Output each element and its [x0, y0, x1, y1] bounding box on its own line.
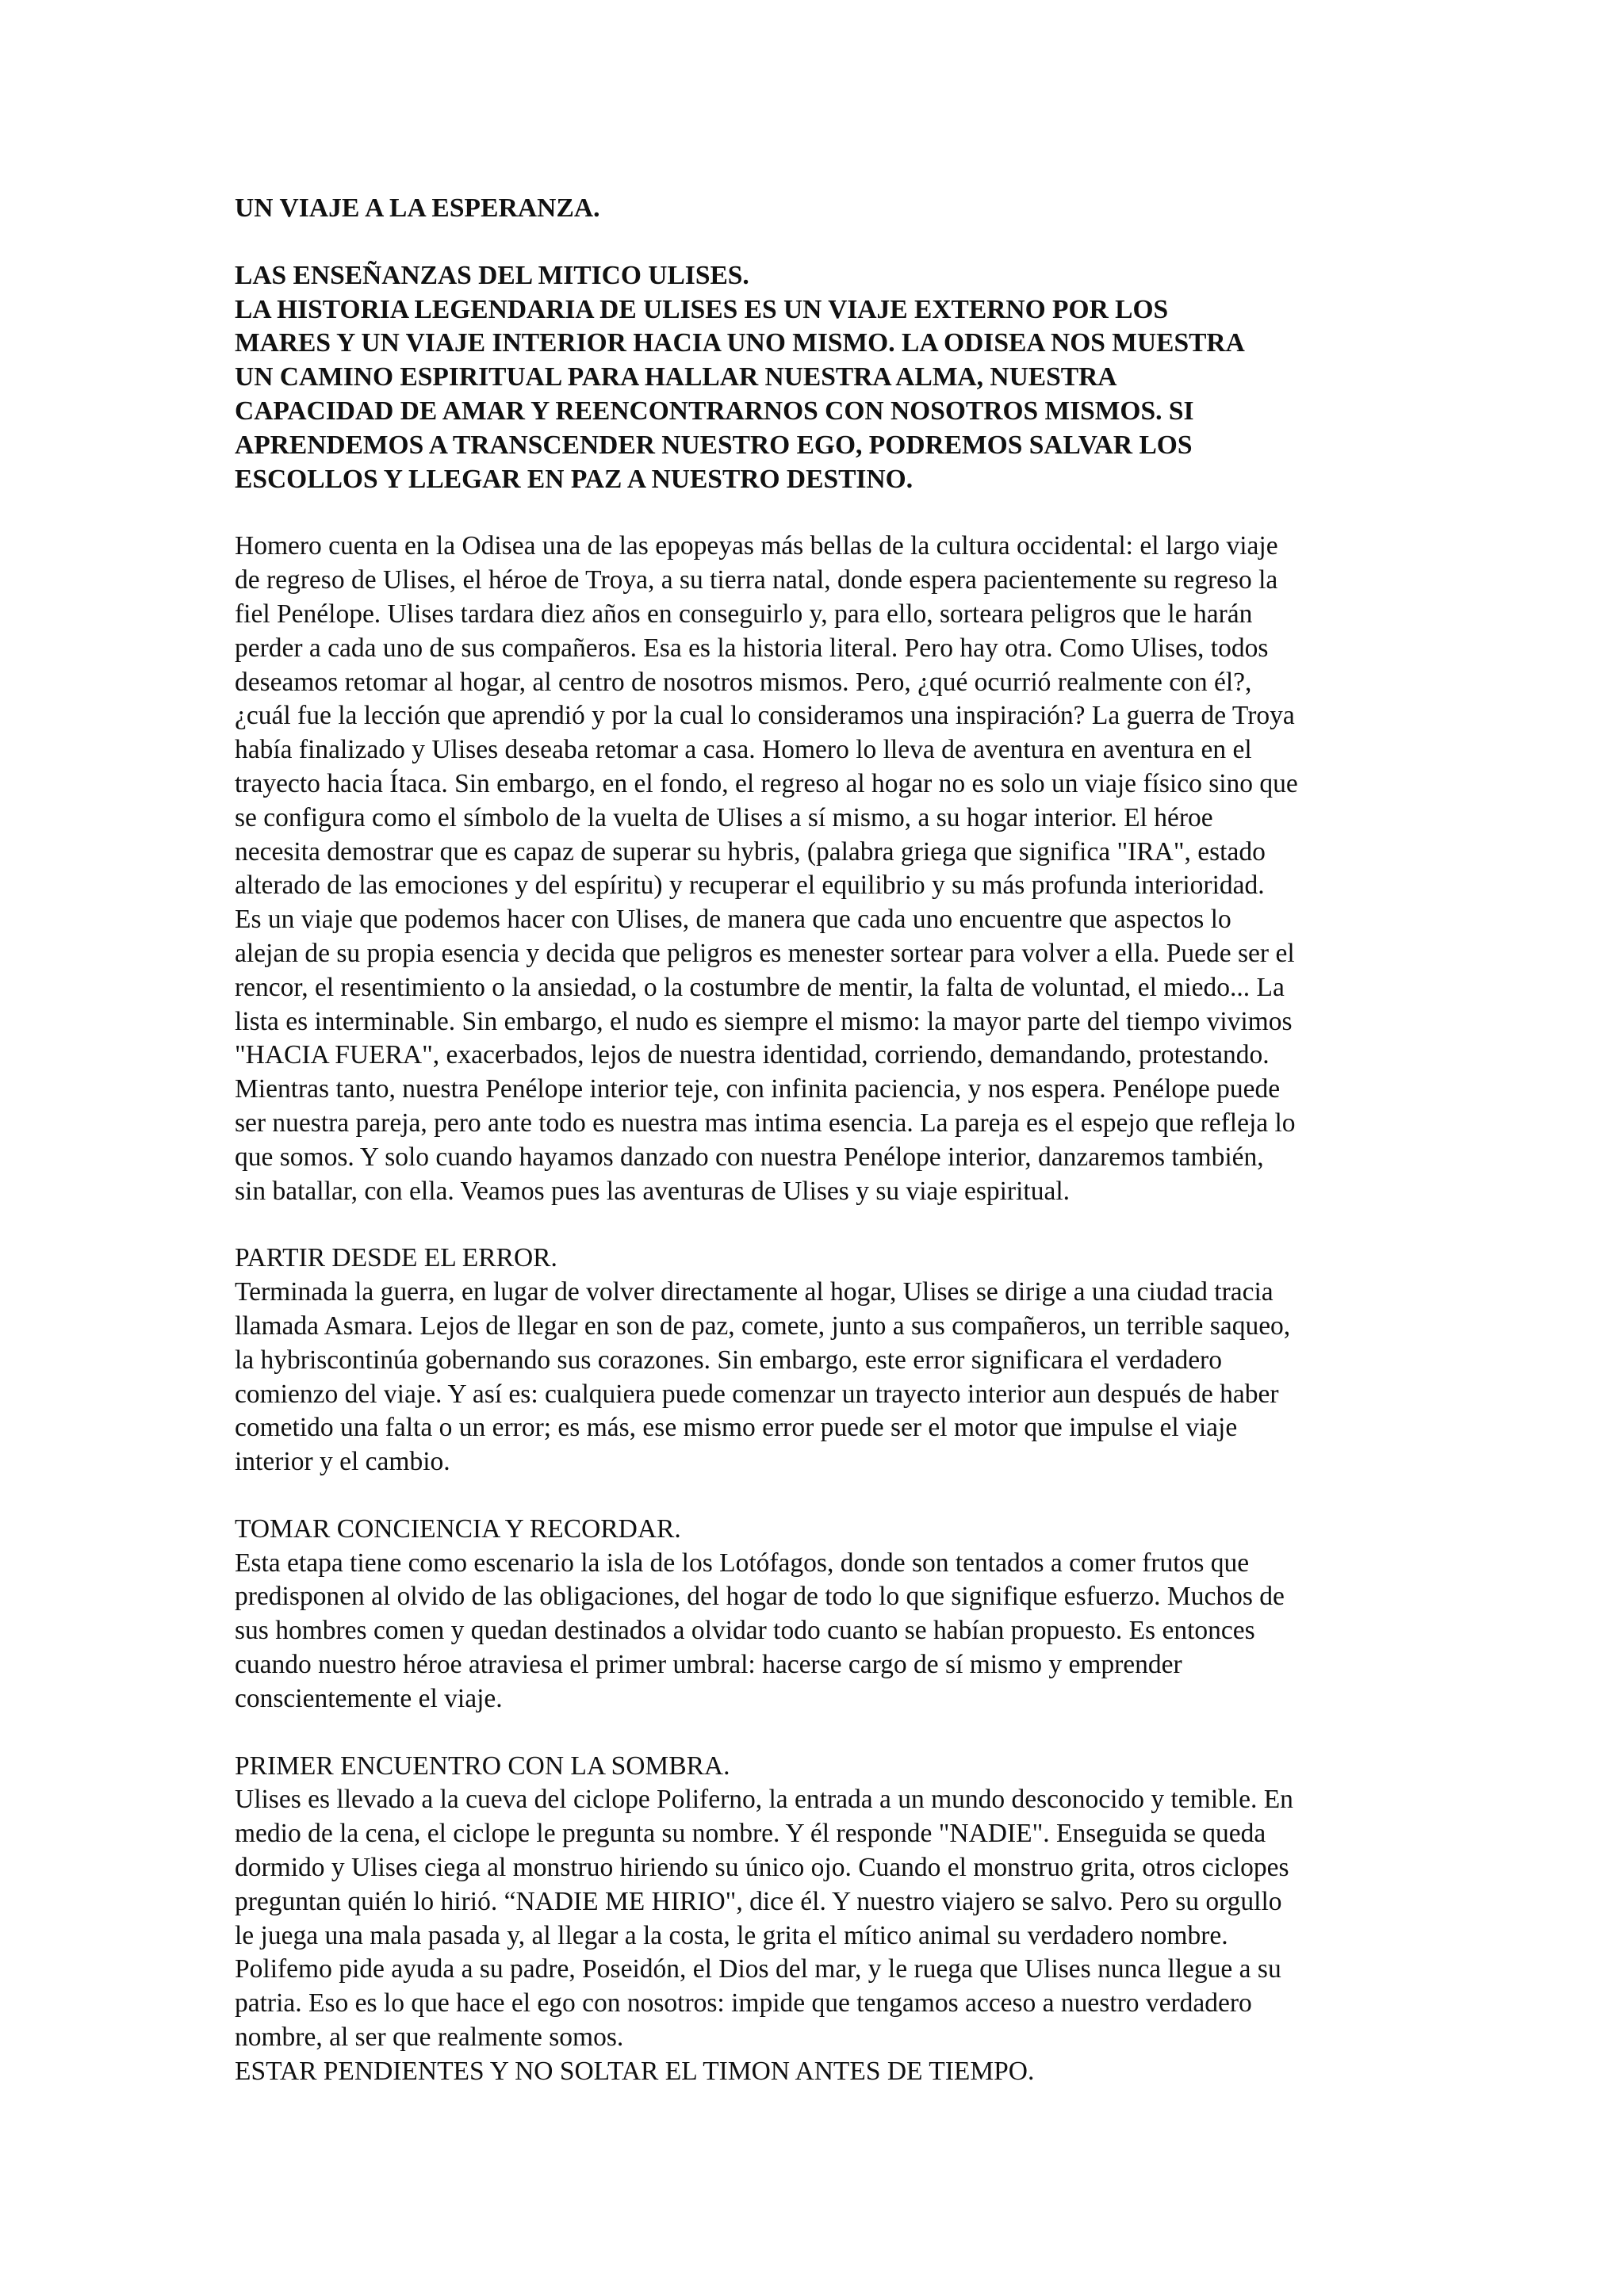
- section-tomar-conciencia: [235, 1513, 1408, 1716]
- section-line: medio de la cena, el ciclope le pregunta su nombre. Y él responde "NADIE". Enseguida se queda: [235, 1819, 1266, 1849]
- section-line: conscientemente el viaje.: [235, 1683, 503, 1713]
- section-line: interior y el cambio.: [235, 1447, 450, 1477]
- section-line: dormido y Ulises ciega al monstruo hiriendo su único ojo. Cuando el monstruo grita, otros ciclopes: [235, 1853, 1289, 1883]
- lead-line: ESCOLLOS Y LLEGAR EN PAZ A NUESTRO DESTINO.: [235, 464, 914, 494]
- lead-block: [235, 259, 1408, 497]
- document-title: UN VIAJE A LA ESPERANZA.: [235, 193, 600, 223]
- section-line: llamada Asmara. Lejos de llegar en son de paz, comete, junto a sus compañeros, un terrible saqueo,: [235, 1311, 1291, 1341]
- lead-line: LA HISTORIA LEGENDARIA DE ULISES ES UN VIAJE EXTERNO POR LOS: [235, 294, 1169, 324]
- section-partir: [235, 1242, 1408, 1479]
- section-line: sus hombres comen y quedan destinados a olvidar todo cuanto se habían propuesto. Es entonces: [235, 1616, 1255, 1646]
- intro-line: trayecto hacia Ítaca. Sin embargo, en el fondo, el regreso al hogar no es solo un viaje físico sino que: [235, 768, 1298, 798]
- section-line: nombre, al ser que realmente somos.: [235, 2022, 624, 2053]
- document-content: [235, 192, 1408, 2089]
- intro-line: necesita demostrar que es capaz de superar su hybris, (palabra griega que significa "IRA", estado: [235, 836, 1266, 867]
- lead-line: MARES Y UN VIAJE INTERIOR HACIA UNO MISMO. LA ODISEA NOS MUESTRA: [235, 328, 1245, 358]
- intro-line: alejan de su propia esencia y decida que peligros es menester sortear para volver a ella. Puede ser el: [235, 938, 1295, 968]
- section-heading: PARTIR DESDE EL ERROR.: [235, 1243, 557, 1273]
- intro-line: alterado de las emociones y del espíritu) y recuperar el equilibrio y su más profunda interioridad.: [235, 871, 1265, 901]
- section-primer-encuentro: [235, 1750, 1408, 2089]
- section-heading: TOMAR CONCIENCIA Y RECORDAR.: [235, 1513, 681, 1544]
- intro-line: de regreso de Ulises, el héroe de Troya, a su tierra natal, donde espera pacientemente su regreso la: [235, 565, 1278, 595]
- intro-line: fiel Penélope. Ulises tardara diez años en conseguirlo y, para ello, sorteara peligros que le harán: [235, 599, 1253, 629]
- section-heading: PRIMER ENCUENTRO CON LA SOMBRA.: [235, 1751, 730, 1781]
- intro-line: había finalizado y Ulises deseaba retomar a casa. Homero lo lleva de aventura en aventura en el: [235, 735, 1252, 765]
- section-line: preguntan quién lo hirió. “NADIE ME HIRIO", dice él. Y nuestro viajero se salvo. Pero su orgullo: [235, 1886, 1282, 1916]
- section-line: la hybriscontinúa gobernando sus corazones. Sin embargo, este error significara el verdadero: [235, 1345, 1222, 1375]
- lead-line: UN CAMINO ESPIRITUAL PARA HALLAR NUESTRA ALMA, NUESTRA: [235, 362, 1117, 392]
- intro-line: lista es interminable. Sin embargo, el nudo es siempre el mismo: la mayor parte del tiempo vivimos: [235, 1006, 1293, 1036]
- section-line: cometido una falta o un error; es más, ese mismo error puede ser el motor que impulse el viaje: [235, 1413, 1238, 1443]
- final-heading: ESTAR PENDIENTES Y NO SOLTAR EL TIMON ANTES DE TIEMPO.: [235, 2056, 1035, 2086]
- intro-line: ¿cuál fue la lección que aprendió y por la cual lo consideramos una inspiración? La guerra de Troya: [235, 701, 1295, 731]
- section-line: cuando nuestro héroe atraviesa el primer umbral: hacerse cargo de sí mismo y emprender: [235, 1650, 1182, 1680]
- intro-line: Homero cuenta en la Odisea una de las epopeyas más bellas de la cultura occidental: el largo viaje: [235, 531, 1278, 561]
- intro-line: ser nuestra pareja, pero ante todo es nuestra mas intima esencia. La pareja es el espejo que refleja lo: [235, 1108, 1296, 1138]
- section-line: Ulises es llevado a la cueva del ciclope Poliferno, la entrada a un mundo desconocido y temible. En: [235, 1785, 1293, 1815]
- intro-line: perder a cada uno de sus compañeros. Esa es la historia literal. Pero hay otra. Como Ulises, todos: [235, 633, 1269, 663]
- section-line: patria. Eso es lo que hace el ego con nosotros: impide que tengamos acceso a nuestro verdadero: [235, 1988, 1252, 2019]
- lead-line: APRENDEMOS A TRANSCENDER NUESTRO EGO, PODREMOS SALVAR LOS: [235, 430, 1193, 460]
- intro-paragraph: [235, 530, 1408, 1208]
- intro-line: se configura como el símbolo de la vuelta de Ulises a sí mismo, a su hogar interior. El héroe: [235, 802, 1213, 832]
- section-line: comienzo del viaje. Y así es: cualquiera puede comenzar un trayecto interior aun después de haber: [235, 1379, 1279, 1409]
- intro-line: sin batallar, con ella. Veamos pues las aventuras de Ulises y su viaje espiritual.: [235, 1176, 1071, 1206]
- intro-line: "HACIA FUERA", exacerbados, lejos de nuestra identidad, corriendo, demandando, protestando.: [235, 1040, 1270, 1070]
- section-line: Esta etapa tiene como escenario la isla de los Lotófagos, donde son tentados a comer frutos que: [235, 1548, 1250, 1578]
- section-line: Terminada la guerra, en lugar de volver directamente al hogar, Ulises se dirige a una ciudad tracia: [235, 1277, 1274, 1307]
- intro-line: que somos. Y solo cuando hayamos danzado con nuestra Penélope interior, danzaremos también,: [235, 1142, 1264, 1172]
- section-line: predisponen al olvido de las obligaciones, del hogar de todo lo que signifique esfuerzo. Muchos de: [235, 1582, 1285, 1612]
- lead-line: CAPACIDAD DE AMAR Y REENCONTRARNOS CON NOSOTROS MISMOS. SI: [235, 396, 1194, 426]
- section-line: Polifemo pide ayuda a su padre, Poseidón, el Dios del mar, y le ruega que Ulises nunca llegue a su: [235, 1954, 1281, 1984]
- intro-line: Mientras tanto, nuestra Penélope interior teje, con infinita paciencia, y nos espera. Penélope puede: [235, 1074, 1281, 1104]
- document-subtitle: LAS ENSEÑANZAS DEL MITICO ULISES.: [235, 260, 749, 290]
- intro-line: Es un viaje que podemos hacer con Ulises, de manera que cada uno encuentre que aspectos lo: [235, 905, 1231, 935]
- intro-line: deseamos retomar al hogar, al centro de nosotros mismos. Pero, ¿qué ocurrió realmente con él?,: [235, 667, 1252, 697]
- section-line: le juega una mala pasada y, al llegar a la costa, le grita el mítico animal su verdadero nombre.: [235, 1920, 1228, 1950]
- intro-line: rencor, el resentimiento o la ansiedad, o la costumbre de mentir, la falta de voluntad, el miedo... La: [235, 972, 1285, 1002]
